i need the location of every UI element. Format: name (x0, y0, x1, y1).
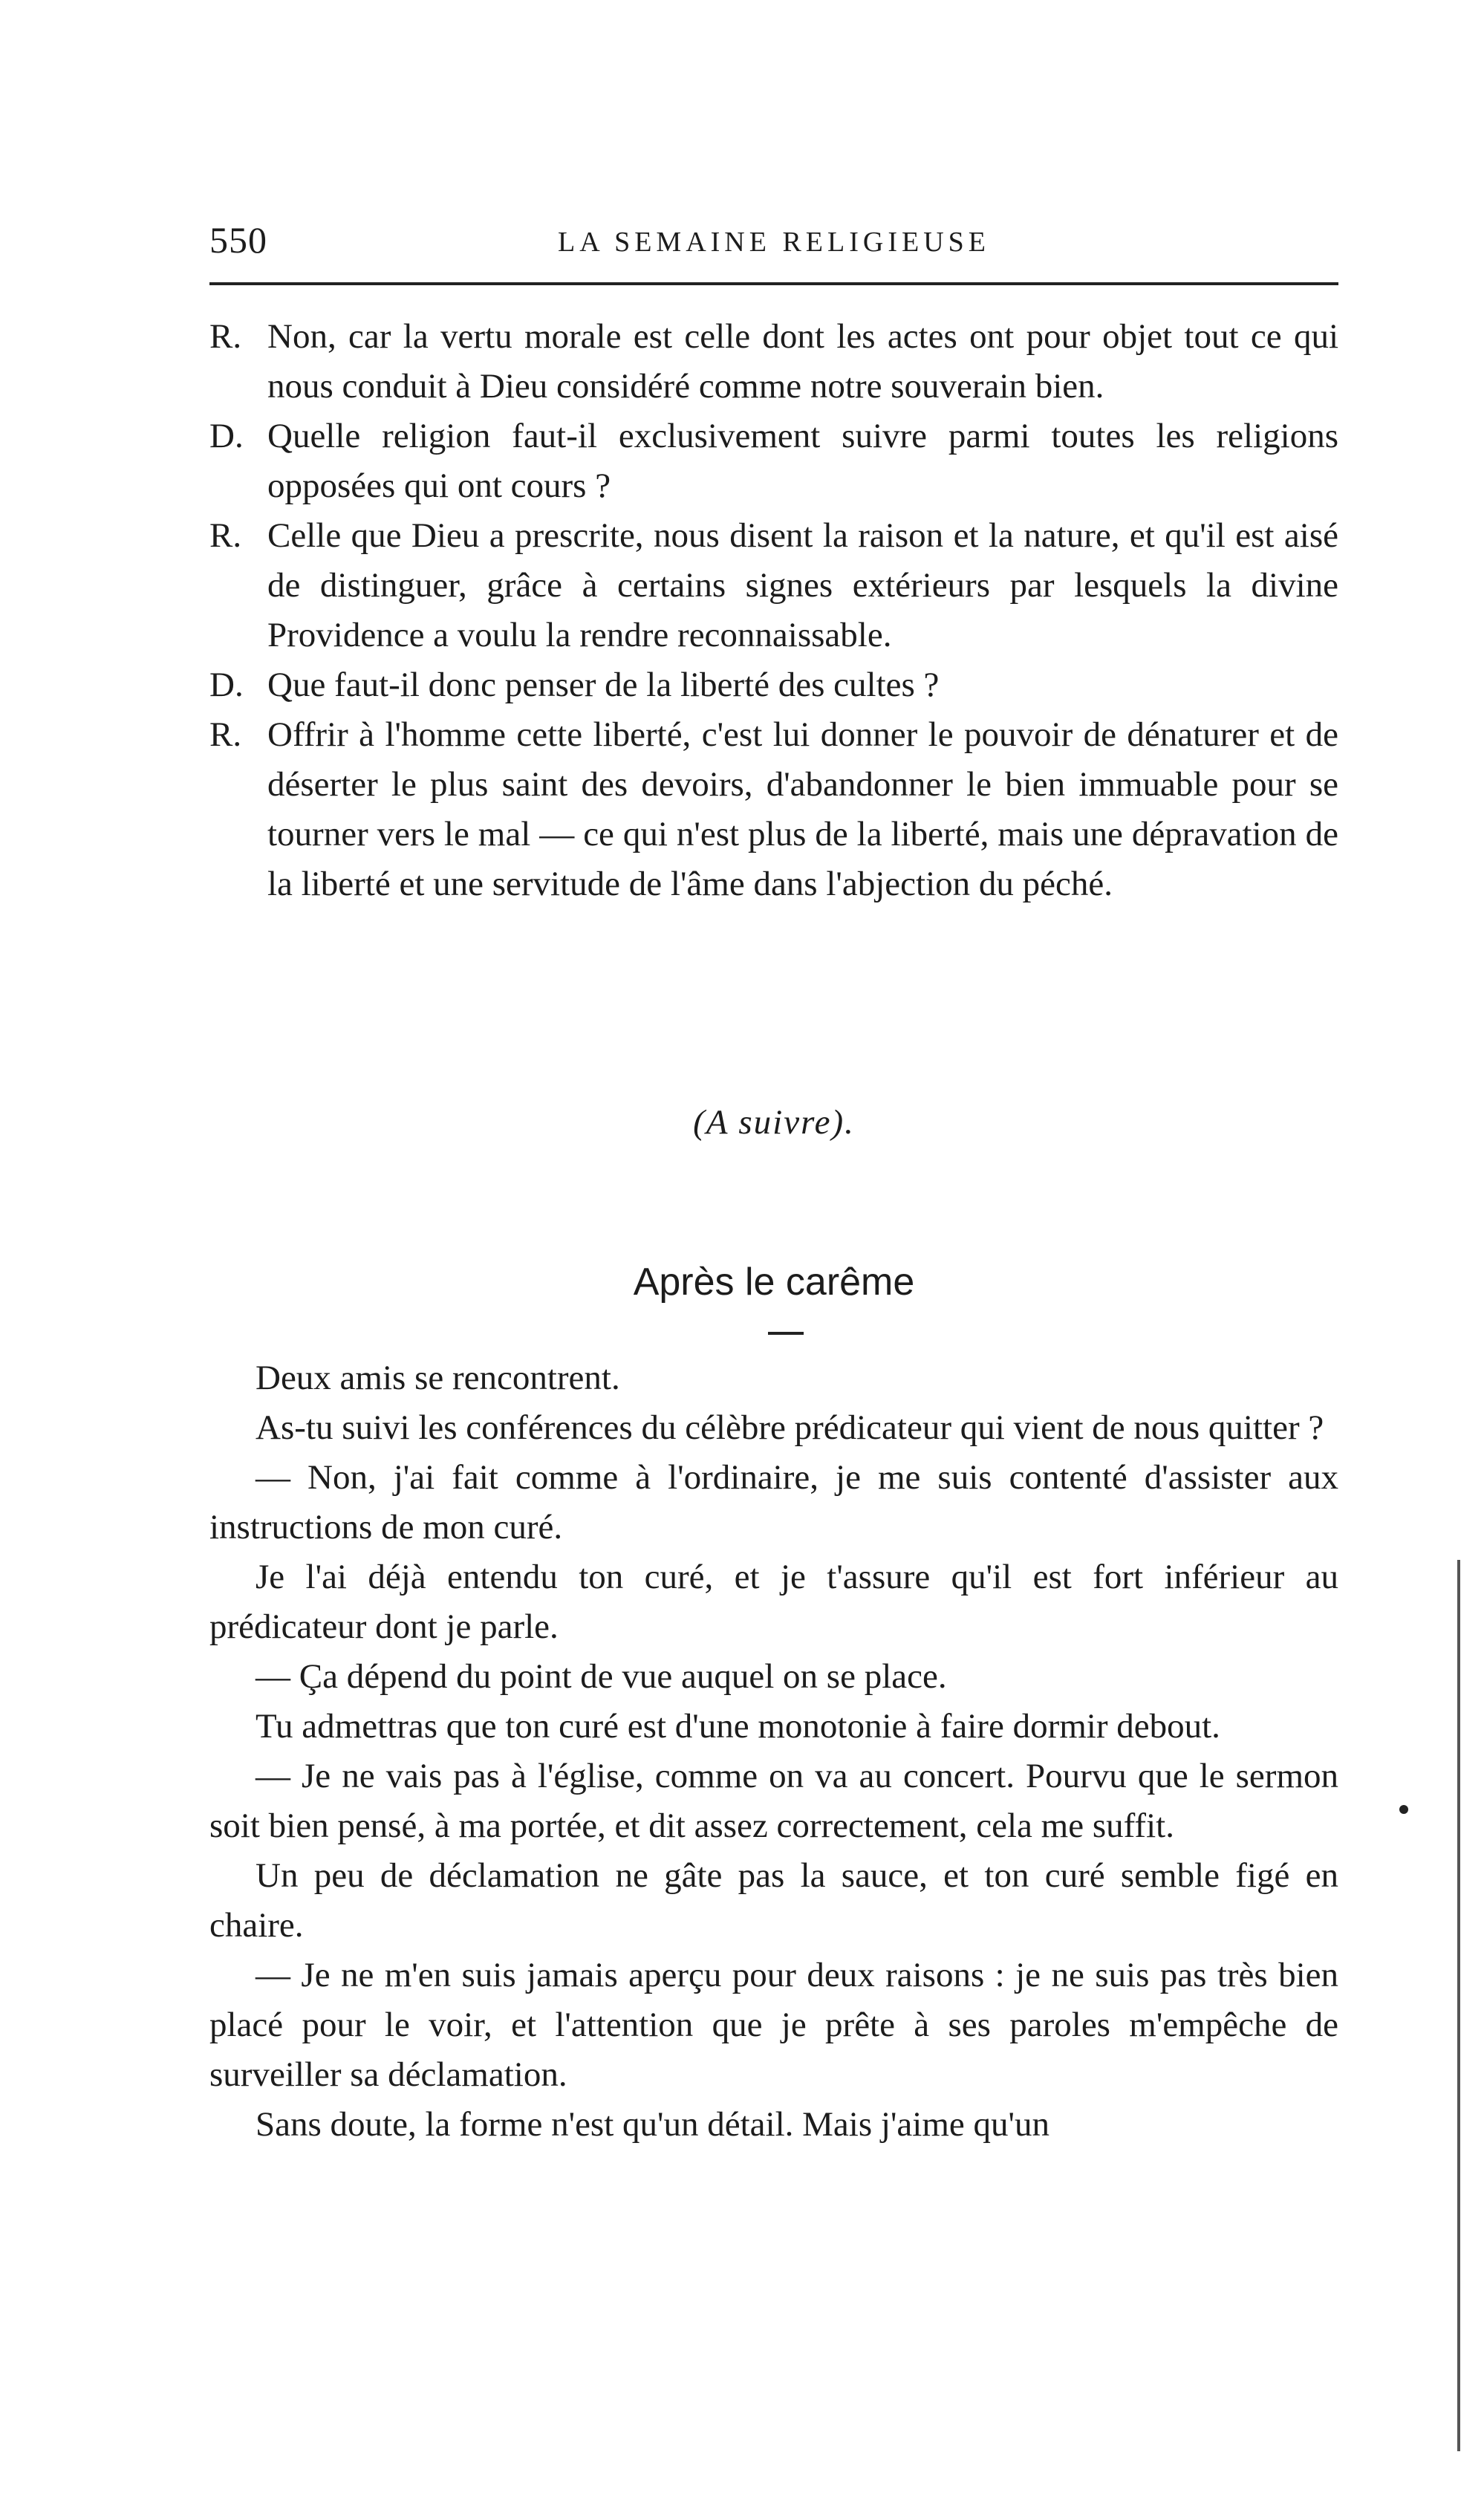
running-head: LA SEMAINE RELIGIEUSE (558, 227, 990, 258)
answer-text: Non, car la vertu morale est celle dont les actes ont pour objet tout ce qui nous conduit à Dieu considéré comme notre souverain bien. (267, 317, 1338, 406)
question-text: Quelle religion faut-il exclusivement suivre parmi toutes les religions opposées qui ont cours ? (267, 417, 1338, 505)
page-number: 550 (209, 219, 267, 261)
answer-marker: R. (209, 715, 242, 754)
article-paragraph: As-tu suivi les conférences du célèbre prédicateur qui vient de nous quitter ? (256, 1408, 1324, 1447)
answer-marker: R. (209, 516, 242, 555)
article-paragraph: Tu admettras que ton curé est d'une monotonie à faire dormir debout. (256, 1707, 1220, 1746)
answer-text: Offrir à l'homme cette liberté, c'est lui donner le pouvoir de dénaturer et de déserter le plus saint des devoirs, d'abandonner le bien immuable pour se tourner vers le mal — ce qui n'est plus de la liberté, mais une dépravation de la liberté et une servitude de l'âme dans l'abjection du péché. (267, 715, 1338, 903)
page-header (209, 218, 1338, 263)
question-marker: D. (209, 417, 244, 455)
article-body (209, 1353, 1338, 2150)
to-be-continued-note: (A suivre). (693, 1103, 855, 1142)
catechism-block (209, 312, 1338, 909)
catechism-answer (209, 511, 1338, 660)
ink-speck (1399, 1805, 1408, 1814)
answer-text: Celle que Dieu a prescrite, nous disent la raison et la nature, et qu'il est aisé de distinguer, grâce à certains signes extérieurs par lesquels la divine Providence a voulu la rendre reconnaissable. (267, 516, 1338, 654)
header-rule (209, 282, 1338, 285)
catechism-answer (209, 312, 1338, 412)
catechism-question (209, 660, 1338, 710)
article-paragraph: Sans doute, la forme n'est qu'un détail. Mais j'aime qu'un (256, 2105, 1049, 2144)
catechism-question (209, 412, 1338, 511)
article-paragraph: — Je ne m'en suis jamais aperçu pour deux raisons : je ne suis pas très bien placé pour le voir, et l'attention que je prête à ses paroles m'empêche de surveiller sa déclamation. (209, 1956, 1338, 2094)
article-paragraph: — Ça dépend du point de vue auquel on se place. (256, 1657, 947, 1696)
article-title: Après le carême (633, 1261, 915, 1304)
answer-marker: R. (209, 317, 242, 356)
article-paragraph: Un peu de déclamation ne gâte pas la sauce, et ton curé semble figé en chaire. (209, 1856, 1338, 1945)
article-paragraph: — Non, j'ai fait comme à l'ordinaire, je me suis contenté d'assister aux instructions de mon curé. (209, 1458, 1338, 1547)
question-text: Que faut-il donc penser de la liberté des cultes ? (267, 666, 940, 704)
article-paragraph: — Je ne vais pas à l'église, comme on va au concert. Pourvu que le sermon soit bien pensé, à ma portée, et dit assez correctement, cela me suffit. (209, 1757, 1338, 1845)
catechism-answer (209, 710, 1338, 909)
binding-edge-mark (1457, 1560, 1460, 2451)
article-paragraph: Je l'ai déjà entendu ton curé, et je t'assure qu'il est fort inférieur au prédicateur dont je parle. (209, 1558, 1338, 1646)
question-marker: D. (209, 666, 244, 704)
title-rule (768, 1332, 804, 1335)
article-paragraph: Deux amis se rencontrent. (256, 1359, 620, 1397)
